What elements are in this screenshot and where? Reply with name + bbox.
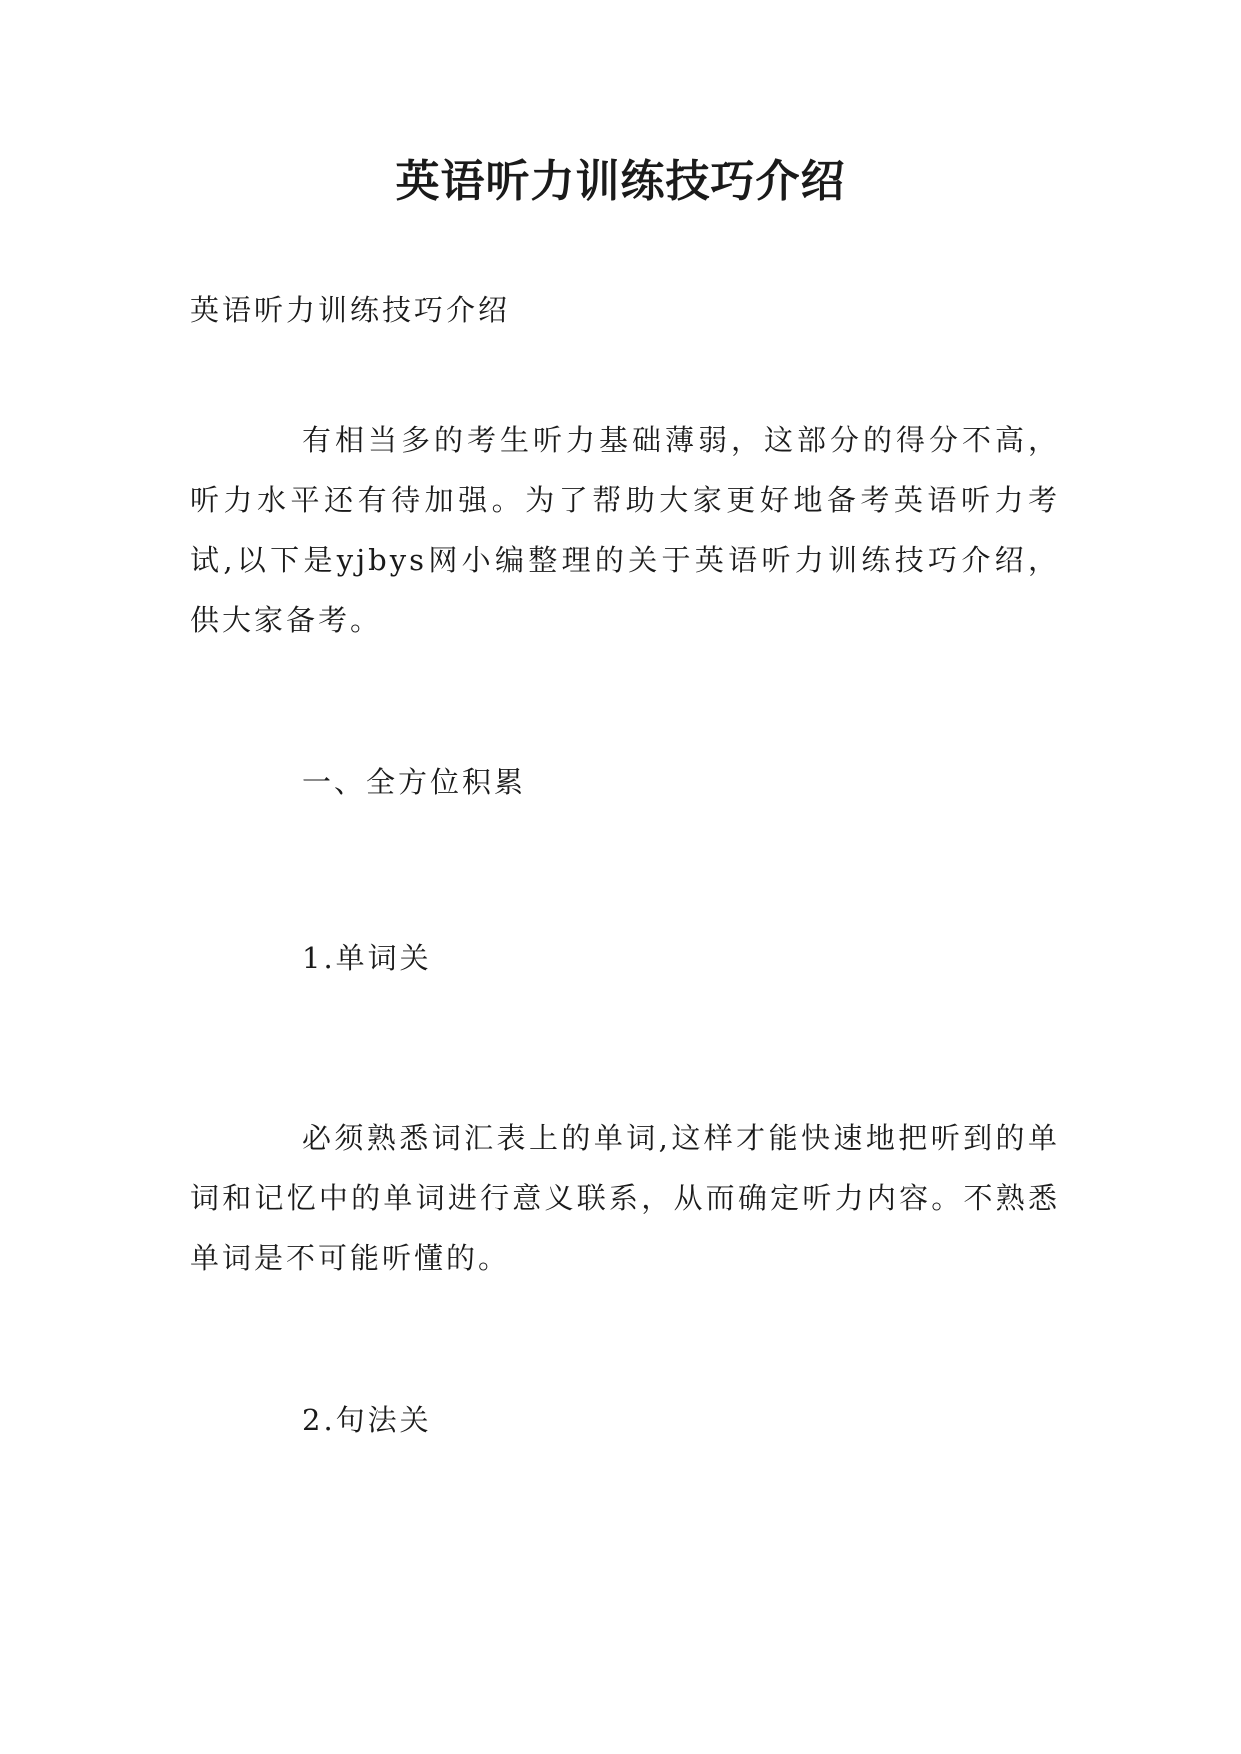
item-heading-syntax: 2.句法关	[302, 1403, 432, 1437]
document-title: 英语听力训练技巧介绍	[395, 156, 846, 207]
section-heading-comprehensive-accumulation: 一、全方位积累	[302, 765, 527, 799]
document-subtitle: 英语听力训练技巧介绍	[190, 293, 511, 327]
item-heading-vocabulary: 1.单词关	[302, 941, 432, 975]
intro-paragraph: 有相当多的考生听力基础薄弱，这部分的得分不高，听力水平还有待加强。为了帮助大家更好地备考英语听力考试,以下是yjbys网小编整理的关于英语听力训练技巧介绍，供大家备考。	[190, 423, 1060, 637]
vocabulary-paragraph: 必须熟悉词汇表上的单词,这样才能快速地把听到的单词和记忆中的单词进行意义联系，从而确定听力内容。不熟悉单词是不可能听懂的。	[190, 1121, 1060, 1275]
